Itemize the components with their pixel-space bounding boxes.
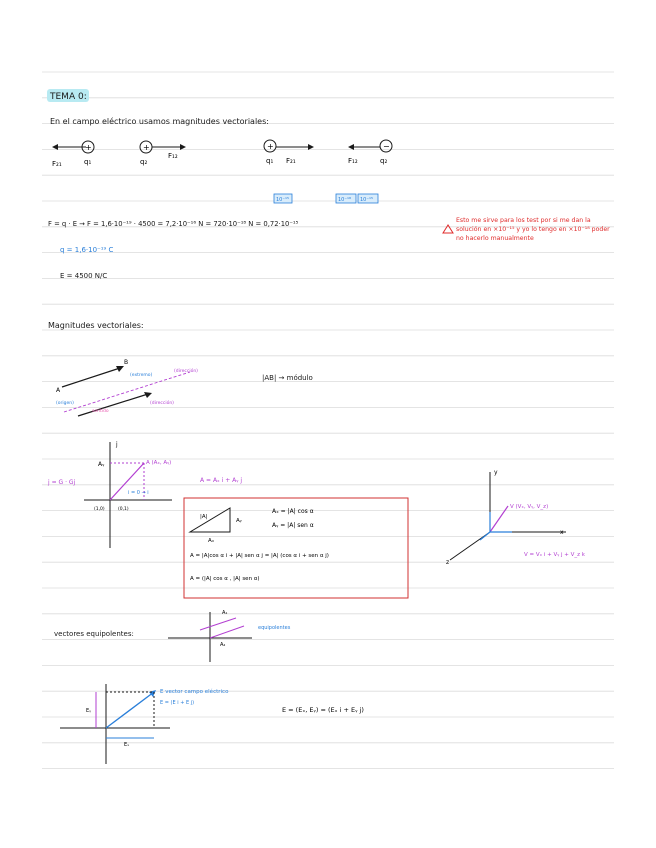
force-label: F₁₂ — [348, 157, 358, 165]
box-formula: Aᵧ = |A| sen α — [272, 522, 314, 529]
label: j = G · Gj — [48, 479, 76, 486]
minus-sign: − — [383, 142, 390, 151]
label: Eᵧ — [86, 708, 92, 714]
label: |A| — [200, 514, 208, 520]
label: A₁ — [222, 610, 228, 616]
ruled-lines — [42, 72, 614, 769]
warning-icon — [443, 225, 453, 233]
label: (1,0) — [94, 507, 105, 512]
box-formula: Aₓ = |A| cos α — [272, 508, 314, 515]
axis-label: z — [446, 559, 450, 566]
label: E = (E i + E j) — [160, 700, 195, 706]
label: (dirección) — [174, 369, 198, 374]
charge-diagram-2 — [140, 141, 186, 166]
box-formula: A = (|A| cos α , |A| sen α) — [190, 576, 260, 582]
charge-diagram-4 — [348, 140, 392, 165]
vector-sum: V = Vₓ i + Vᵧ j + V_z k — [524, 552, 585, 558]
plus-sign: + — [85, 143, 92, 152]
label: equipolentes — [258, 625, 291, 631]
exp-tag-text: 10⁻¹⁵ — [276, 197, 290, 203]
warning-note — [443, 216, 616, 262]
charge-diagram-1 — [52, 141, 94, 168]
label: Aᵧ — [236, 518, 242, 524]
axis-label: j — [116, 441, 118, 448]
charge-label: q₂ — [380, 157, 388, 165]
force-label: F₂₁ — [52, 160, 62, 168]
modulo-label: |AB| → módulo — [262, 374, 313, 382]
plus-sign: + — [267, 142, 274, 151]
label: Aₓ — [208, 538, 215, 544]
charge-diagram-3 — [264, 140, 314, 165]
section-title: Magnitudes vectoriales: — [48, 321, 144, 330]
force-formula: F = q · E → F = 1,6·10⁻¹⁹ · 4500 = 7,2·10⁻¹⁶ N = 720·10⁻¹⁸ N = 0,72·10⁻¹⁵ — [48, 220, 299, 228]
charge-label: q₁ — [266, 157, 274, 165]
label: (extremo) — [130, 373, 153, 378]
force-label: F₁₂ — [168, 152, 178, 160]
field-equation: E = (Eₓ, Eᵧ) = (Eₓ i + Eᵧ j) — [282, 706, 364, 714]
page-title: TEMA 0: — [50, 92, 87, 102]
charge-label: q₁ — [84, 158, 92, 166]
axis-label: y — [494, 469, 498, 476]
vector-sum: A = Aₓ i + Aᵧ j — [200, 477, 243, 484]
note-text: Esto me sirve para los test por si me dan la solución en ×10⁻¹⁵ y yo lo tengo en ×10⁻¹⁸ poder no hacerlo manualmente — [456, 217, 610, 242]
axis-label: x — [560, 529, 564, 536]
label: (origen) — [56, 401, 74, 406]
point-label: V (Vₓ, Vᵧ, V_z) — [510, 504, 549, 510]
charge-value: q = 1,6·10⁻¹⁹ C — [60, 246, 114, 254]
intro-text: En el campo eléctrico usamos magnitudes vectoriales: — [50, 117, 269, 126]
point-a: A — [56, 387, 61, 394]
axes-3d — [446, 469, 586, 566]
field-vector-diagram — [60, 684, 364, 764]
exp-tag-text: 10⁻¹⁵ — [360, 197, 374, 203]
exp-tag-text: 10⁻¹⁸ — [338, 197, 352, 203]
axis-label: Aᵧ — [98, 461, 105, 468]
equipolentes-diagram — [168, 610, 291, 662]
plus-sign: + — [143, 143, 150, 152]
triangle-diagram — [190, 508, 242, 544]
label: sentido — [92, 409, 109, 414]
point-b: B — [124, 359, 129, 366]
point-label: A (Aₓ, Aᵧ) — [146, 460, 172, 466]
label: (dirección) — [150, 401, 174, 406]
equipolentes-label: vectores equipolentes: — [54, 630, 134, 638]
label: i = 0 → i — [128, 490, 149, 496]
box-formula: A = |A|cos α i + |A| sen α j = |A| (cos α i + sen α j) — [190, 553, 329, 559]
field-value: E = 4500 N/C — [60, 272, 108, 280]
charge-label: q₂ — [140, 158, 148, 166]
label: E vector campo eléctrico — [160, 689, 229, 695]
label: A₂ — [220, 642, 226, 648]
label: (0,1) — [118, 507, 129, 512]
label: Eₓ — [124, 742, 130, 748]
force-label: F₂₁ — [286, 157, 296, 165]
